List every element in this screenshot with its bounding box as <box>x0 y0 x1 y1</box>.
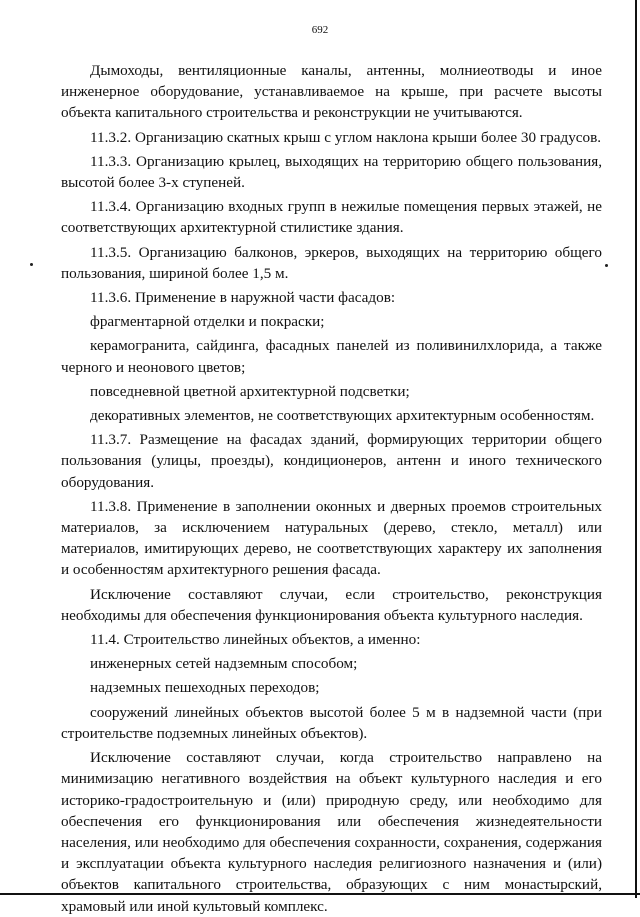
scan-speck <box>605 264 608 267</box>
list-item: керамогранита, сайдинга, фасадных панелей из поливинилхлорида, а также черного и неонового цветов; <box>61 337 602 376</box>
document-body <box>61 60 602 917</box>
paragraph: 11.3.2. Организацию скатных крыш с углом наклона крыши более 30 градусов. <box>90 128 602 146</box>
list-item: надземных пешеходных переходов; <box>90 679 320 697</box>
paragraph: 11.3.6. Применение в наружной части фасадов: <box>90 289 396 307</box>
page-number: 692 <box>311 24 329 36</box>
paragraph: Дымоходы, вентиляционные каналы, антенны, молниеотводы и иное инженерное оборудование, устанавливаемое на крыше, при расчете высоты объекта капитального строительства и реконструкции не учитываются. <box>61 62 602 122</box>
paragraph: 11.4. Строительство линейных объектов, а именно: <box>90 631 421 649</box>
paragraph: Исключение составляют случаи, когда строительство направлено на минимизацию негативного воздействия на объект культурного наследия и его историко-градостроительную и (или) природную среду, или необходимо для обеспечения его функционирования или обеспечения жизнедеятельности населения, или необходимо для обеспечения сохранности, сохранения, содержания и эксплуатации объекта культурного наследия религиозного назначения и (или) объектов капитального строительства, образующих с ним монастырский, храмовый или иной культовый комплекс. <box>61 749 602 915</box>
list-item: фрагментарной отделки и покраски; <box>90 313 325 331</box>
paragraph: 11.3.5. Организацию балконов, эркеров, выходящих на территорию общего пользования, шириной более 1,5 м. <box>61 243 602 282</box>
paragraph: 11.3.3. Организацию крылец, выходящих на территорию общего пользования, высотой более 3-х ступеней. <box>61 152 602 192</box>
list-item: инженерных сетей надземным способом; <box>90 655 358 673</box>
list-item: декоративных элементов, не соответствующих архитектурным особенностям. <box>90 407 595 425</box>
scan-speck <box>30 263 33 266</box>
paragraph: 11.3.4. Организацию входных групп в нежилые помещения первых этажей, не соответствующих архитектурной стилистике здания. <box>61 198 602 237</box>
list-item: сооружений линейных объектов высотой более 5 м в надземной части (при строительстве подземных линейных объектов). <box>61 703 602 742</box>
paragraph: 11.3.7. Размещение на фасадах зданий, формирующих территории общего пользования (улицы, проезды), кондиционеров, антенн и иного технического оборудования. <box>61 431 602 491</box>
paragraph: 11.3.8. Применение в заполнении оконных и дверных проемов строительных материалов, за исключением натуральных (дерево, стекло, металл) или материалов, имитирующих дерево, не соответствующих характеру их заполнения и особенностям архитектурного решения фасада. <box>61 497 602 579</box>
page-border-right <box>635 0 637 898</box>
list-item: повседневной цветной архитектурной подсветки; <box>90 382 410 400</box>
paragraph: Исключение составляют случаи, если строительство, реконструкция необходимы для обеспечения функционирования объекта культурного наследия. <box>61 585 602 624</box>
